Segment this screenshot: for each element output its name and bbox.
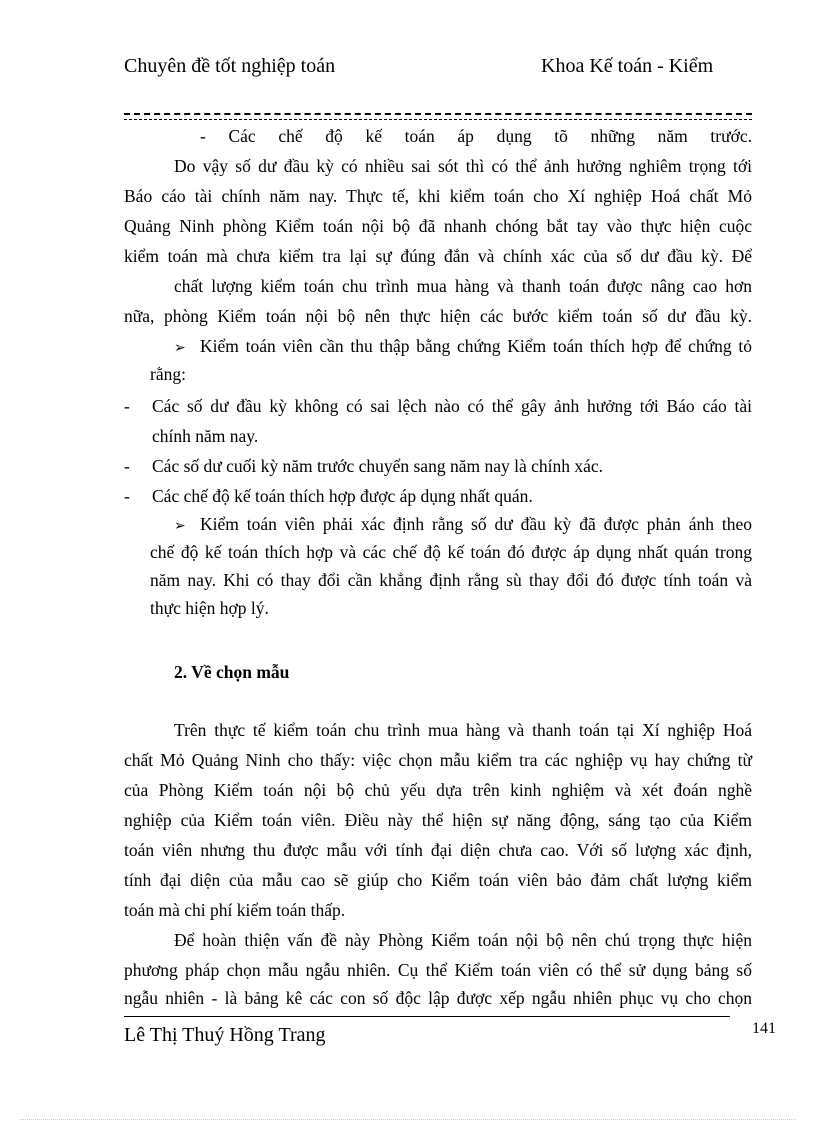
text-line: - Các chế độ kế toán áp dụng tõ những năm trước. [200,126,752,146]
arrow-list-item [174,334,752,358]
text-line: của Phòng Kiểm toán nội bộ chủ yếu dựa trên kinh nghiệm và xét đoán nghề [124,780,752,800]
text-line: chính năm nay. [152,426,259,446]
dash-bullet: - [124,486,130,506]
text-line: Quảng Ninh phòng Kiểm toán nội bộ đã nhanh chóng bắt tay vào thực hiện cuộc [124,216,752,236]
header-left-title: Chuyên đề tốt nghiệp toán [124,55,336,77]
text-line: Các chế độ kế toán thích hợp được áp dụng nhất quán. [152,486,533,506]
section-heading: 2. Về chọn mẫu [174,662,290,682]
page-number: 141 [752,1020,776,1037]
text-line: Các số dư cuối kỳ năm trước chuyển sang năm nay là chính xác. [152,456,604,476]
arrow-list-item [174,512,752,536]
dash-bullet: - [124,456,130,476]
text-line: phương pháp chọn mẫu ngẫu nhiên. Cụ thể Kiểm toán viên có thể sử dụng bảng số [124,960,752,980]
text-line: Trên thực tế kiểm toán chu trình mua hàng và thanh toán tại Xí nghiệp Hoá [174,720,752,740]
author-name: Lê Thị Thuý Hồng Trang [124,1024,326,1046]
page-bottom-edge [20,1119,796,1120]
text-line: chất lượng kiểm toán chu trình mua hàng và thanh toán được nâng cao hơn [174,276,752,296]
arrow-bullet-icon: ➢ [174,518,186,534]
text-line: Để hoàn thiện vấn đề này Phòng Kiểm toán nội bộ nên chú trọng thực hiện [174,930,752,950]
header-right-title: Khoa Kế toán - Kiểm [541,55,714,77]
text-line: nghiệp của Kiểm toán viên. Điều này thể hiện sự năng động, sáng tạo của Kiểm [124,810,752,830]
text-line: chất Mỏ Quảng Ninh cho thấy: việc chọn mẫu kiểm tra các nghiệp vụ hay chứng từ [124,750,752,770]
text-line: Kiểm toán viên cần thu thập bằng chứng Kiểm toán thích hợp để chứng tỏ [200,336,752,356]
document-body [124,124,752,1008]
text-line: chế độ kế toán thích hợp và các chế độ kế toán đó được áp dụng nhất quán trong [150,542,752,562]
text-line: Kiểm toán viên phải xác định rằng số dư đầu kỳ đã được phản ánh theo [200,514,752,534]
text-line: thực hiện hợp lý. [150,598,269,618]
text-line: kiểm toán mà chưa kiểm tra lại sự đúng đắn và chính xác của số dư đầu kỳ. Để [124,246,752,266]
text-line: toán viên nhưng thu được mẫu với tính đại diện chưa cao. Với số lượng xác định, [124,840,752,860]
arrow-bullet-icon: ➢ [174,340,186,356]
text-line: năm nay. Khi có thay đổi cần khẳng định rằng sù thay đổi đó được tính toán và [150,570,752,590]
dash-bullet: - [124,396,130,416]
text-line: Do vậy số dư đầu kỳ có nhiều sai sót thì có thể ảnh hưởng nghiêm trọng tới [174,156,752,176]
text-line: toán mà chi phí kiểm toán thấp. [124,900,346,920]
text-line: ngẫu nhiên - là bảng kê các con số độc lập được xếp ngẫu nhiên phục vụ cho chọn [124,988,752,1008]
text-line: nữa, phòng Kiểm toán nội bộ nên thực hiện các bước kiểm toán số dư đầu kỳ. [124,306,752,326]
text-line: Báo cáo tài chính năm nay. Thực tế, khi kiểm toán cho Xí nghiệp Hoá chất Mỏ [124,186,752,206]
text-line: tính đại diện của mẫu cao sẽ giúp cho Kiểm toán viên bảo đảm chất lượng kiểm [124,870,752,890]
text-line: Các số dư đầu kỳ không có sai lệch nào có thể gây ảnh hưởng tới Báo cáo tài [152,396,752,416]
footer-divider [124,1016,730,1017]
text-line: rằng: [150,364,186,384]
header-divider [124,113,752,120]
